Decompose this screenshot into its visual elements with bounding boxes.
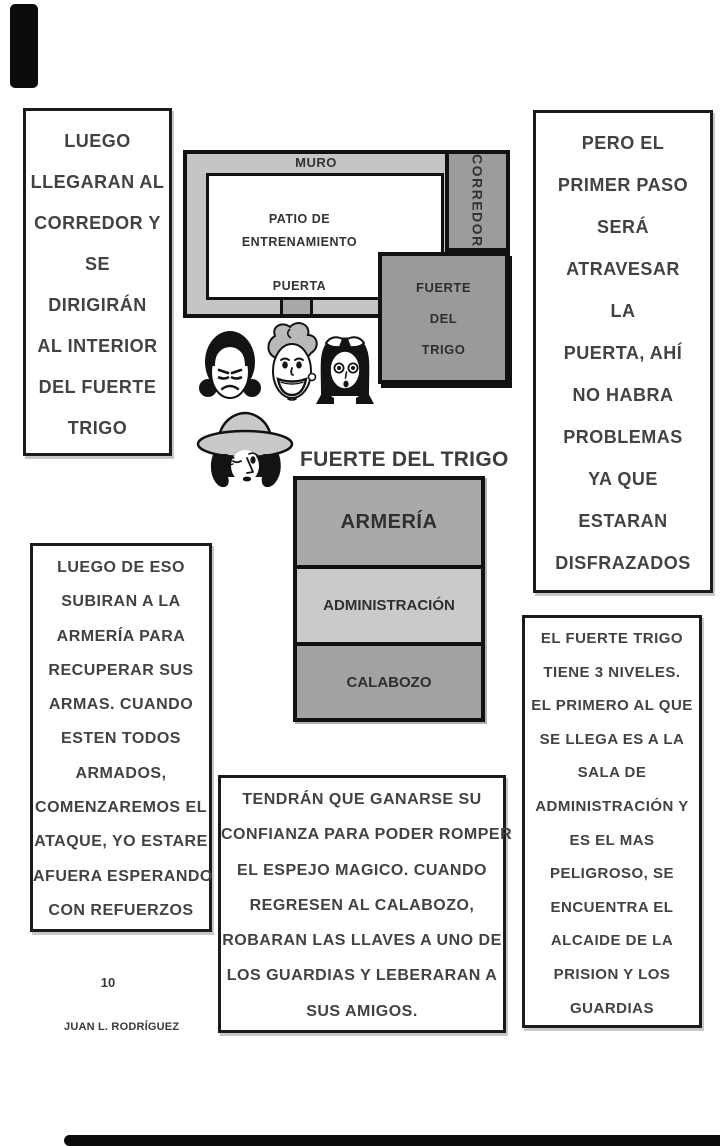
speech-line: CORREDOR Y — [34, 213, 161, 233]
speech-line: SUS AMIGOS. — [306, 1002, 418, 1020]
fort-block-label-line2: DEL — [429, 310, 458, 326]
speech-line: ARMERÍA PARA — [56, 627, 186, 645]
speech-line: EL ESPEJO MAGICO. CUANDO — [237, 861, 487, 879]
courtyard-label-line1: PATIO DE — [268, 212, 331, 226]
speech-line: AL INTERIOR — [37, 336, 158, 356]
speech-line: CON REFUERZOS — [48, 901, 194, 919]
scan-artifact-bottom-bar — [64, 1135, 720, 1146]
author-name: JUAN L. RODRÍGUEZ — [64, 1021, 180, 1033]
speech-box-bottom-center — [218, 775, 513, 1033]
speech-line: ES EL MAS — [569, 831, 655, 849]
speech-line: ADMINISTRACIÓN Y — [535, 797, 689, 815]
speech-box-top-left — [23, 108, 172, 456]
speech-line: SUBIRAN A LA — [61, 593, 181, 611]
speech-line: EL PRIMERO AL QUE — [531, 697, 693, 715]
speech-line: ARMAS. CUANDO — [48, 696, 194, 714]
fort-block-label-line3: TRIGO — [421, 341, 466, 357]
speech-line: SE — [84, 254, 110, 274]
speech-box-top-right — [533, 110, 713, 593]
character-angry-face-illustration — [197, 328, 263, 404]
speech-line: CONFIANZA PARA PODER ROMPER — [221, 826, 513, 844]
speech-line: ATAQUE, YO ESTARE — [34, 833, 208, 851]
speech-line: ESTARAN — [578, 511, 668, 531]
fort-level-armeria: ARMERÍA — [297, 480, 481, 565]
gate-block — [280, 300, 313, 314]
speech-line: LUEGO — [64, 131, 131, 151]
fort-level-calabozo: CALABOZO — [297, 642, 481, 718]
scan-artifact-top-left — [10, 4, 38, 88]
speech-line: YA QUE — [588, 469, 658, 489]
speech-line: GUARDIAS — [569, 999, 654, 1017]
speech-line: SERÁ — [596, 217, 649, 237]
speech-line: TRIGO — [67, 418, 128, 438]
wall-label: MURO — [295, 155, 337, 170]
speech-line: EL FUERTE TRIGO — [540, 630, 684, 647]
courtyard-label-line2: ENTRENAMIENTO — [241, 235, 358, 249]
speech-line: REGRESEN AL CALABOZO, — [249, 896, 475, 914]
speech-line: TENDRÁN QUE GANARSE SU — [242, 791, 482, 808]
speech-line: AFUERA ESPERANDO — [33, 867, 213, 885]
fort-del-trigo-block — [378, 252, 509, 384]
speech-line: SE LLEGA ES A LA — [539, 730, 685, 748]
character-sunglasses-girl-face-illustration — [313, 328, 377, 404]
speech-line: PUERTA, AHÍ — [563, 343, 683, 363]
character-hat-woman-face-illustration — [192, 406, 300, 490]
fort-levels-diagram — [293, 476, 485, 722]
corridor-strip — [445, 150, 510, 252]
speech-line: ROBARAN LAS LLAVES A UNO DE — [222, 932, 502, 950]
speech-line: DEL FUERTE — [38, 377, 157, 397]
corridor-label: CORREDOR — [469, 154, 486, 248]
speech-line: PERO EL — [581, 133, 665, 153]
speech-line: DIRIGIRÁN — [48, 295, 147, 315]
speech-line: NO HABRA — [572, 385, 674, 405]
gate-label: PUERTA — [272, 279, 327, 293]
speech-line: ESTEN TODOS — [61, 730, 181, 748]
speech-line: RECUPERAR SUS — [48, 661, 194, 679]
speech-line: PRIMER PASO — [557, 175, 689, 195]
speech-line: LA — [610, 301, 636, 321]
speech-line: DISFRAZADOS — [555, 553, 691, 573]
speech-line: LLEGARAN AL — [30, 172, 165, 192]
page-number: 10 — [100, 975, 116, 990]
fort-block-label-line1: FUERTE — [416, 279, 471, 295]
speech-box-bottom-right — [522, 615, 702, 1028]
speech-line: COMENZAREMOS EL — [35, 799, 207, 817]
speech-line: PRISION Y LOS — [553, 965, 671, 983]
speech-line: TIENE 3 NIVELES. — [543, 663, 681, 681]
speech-box-mid-left — [30, 543, 212, 932]
speech-line: PELIGROSO, SE — [549, 865, 675, 883]
speech-line: LOS GUARDIAS Y LEBERARAN A — [226, 967, 498, 985]
speech-line: ARMADOS, — [75, 764, 167, 782]
speech-line: ENCUENTRA EL — [550, 898, 674, 916]
speech-line: LUEGO DE ESO — [57, 559, 185, 576]
speech-line: SALA DE — [577, 764, 647, 782]
speech-line: PROBLEMAS — [563, 427, 683, 447]
speech-line: ATRAVESAR — [566, 259, 680, 279]
fort-diagram-title: FUERTE DEL TRIGO — [300, 448, 509, 471]
fort-level-administracion: ADMINISTRACIÓN — [297, 565, 481, 642]
speech-line: ALCAIDE DE LA — [550, 932, 674, 950]
